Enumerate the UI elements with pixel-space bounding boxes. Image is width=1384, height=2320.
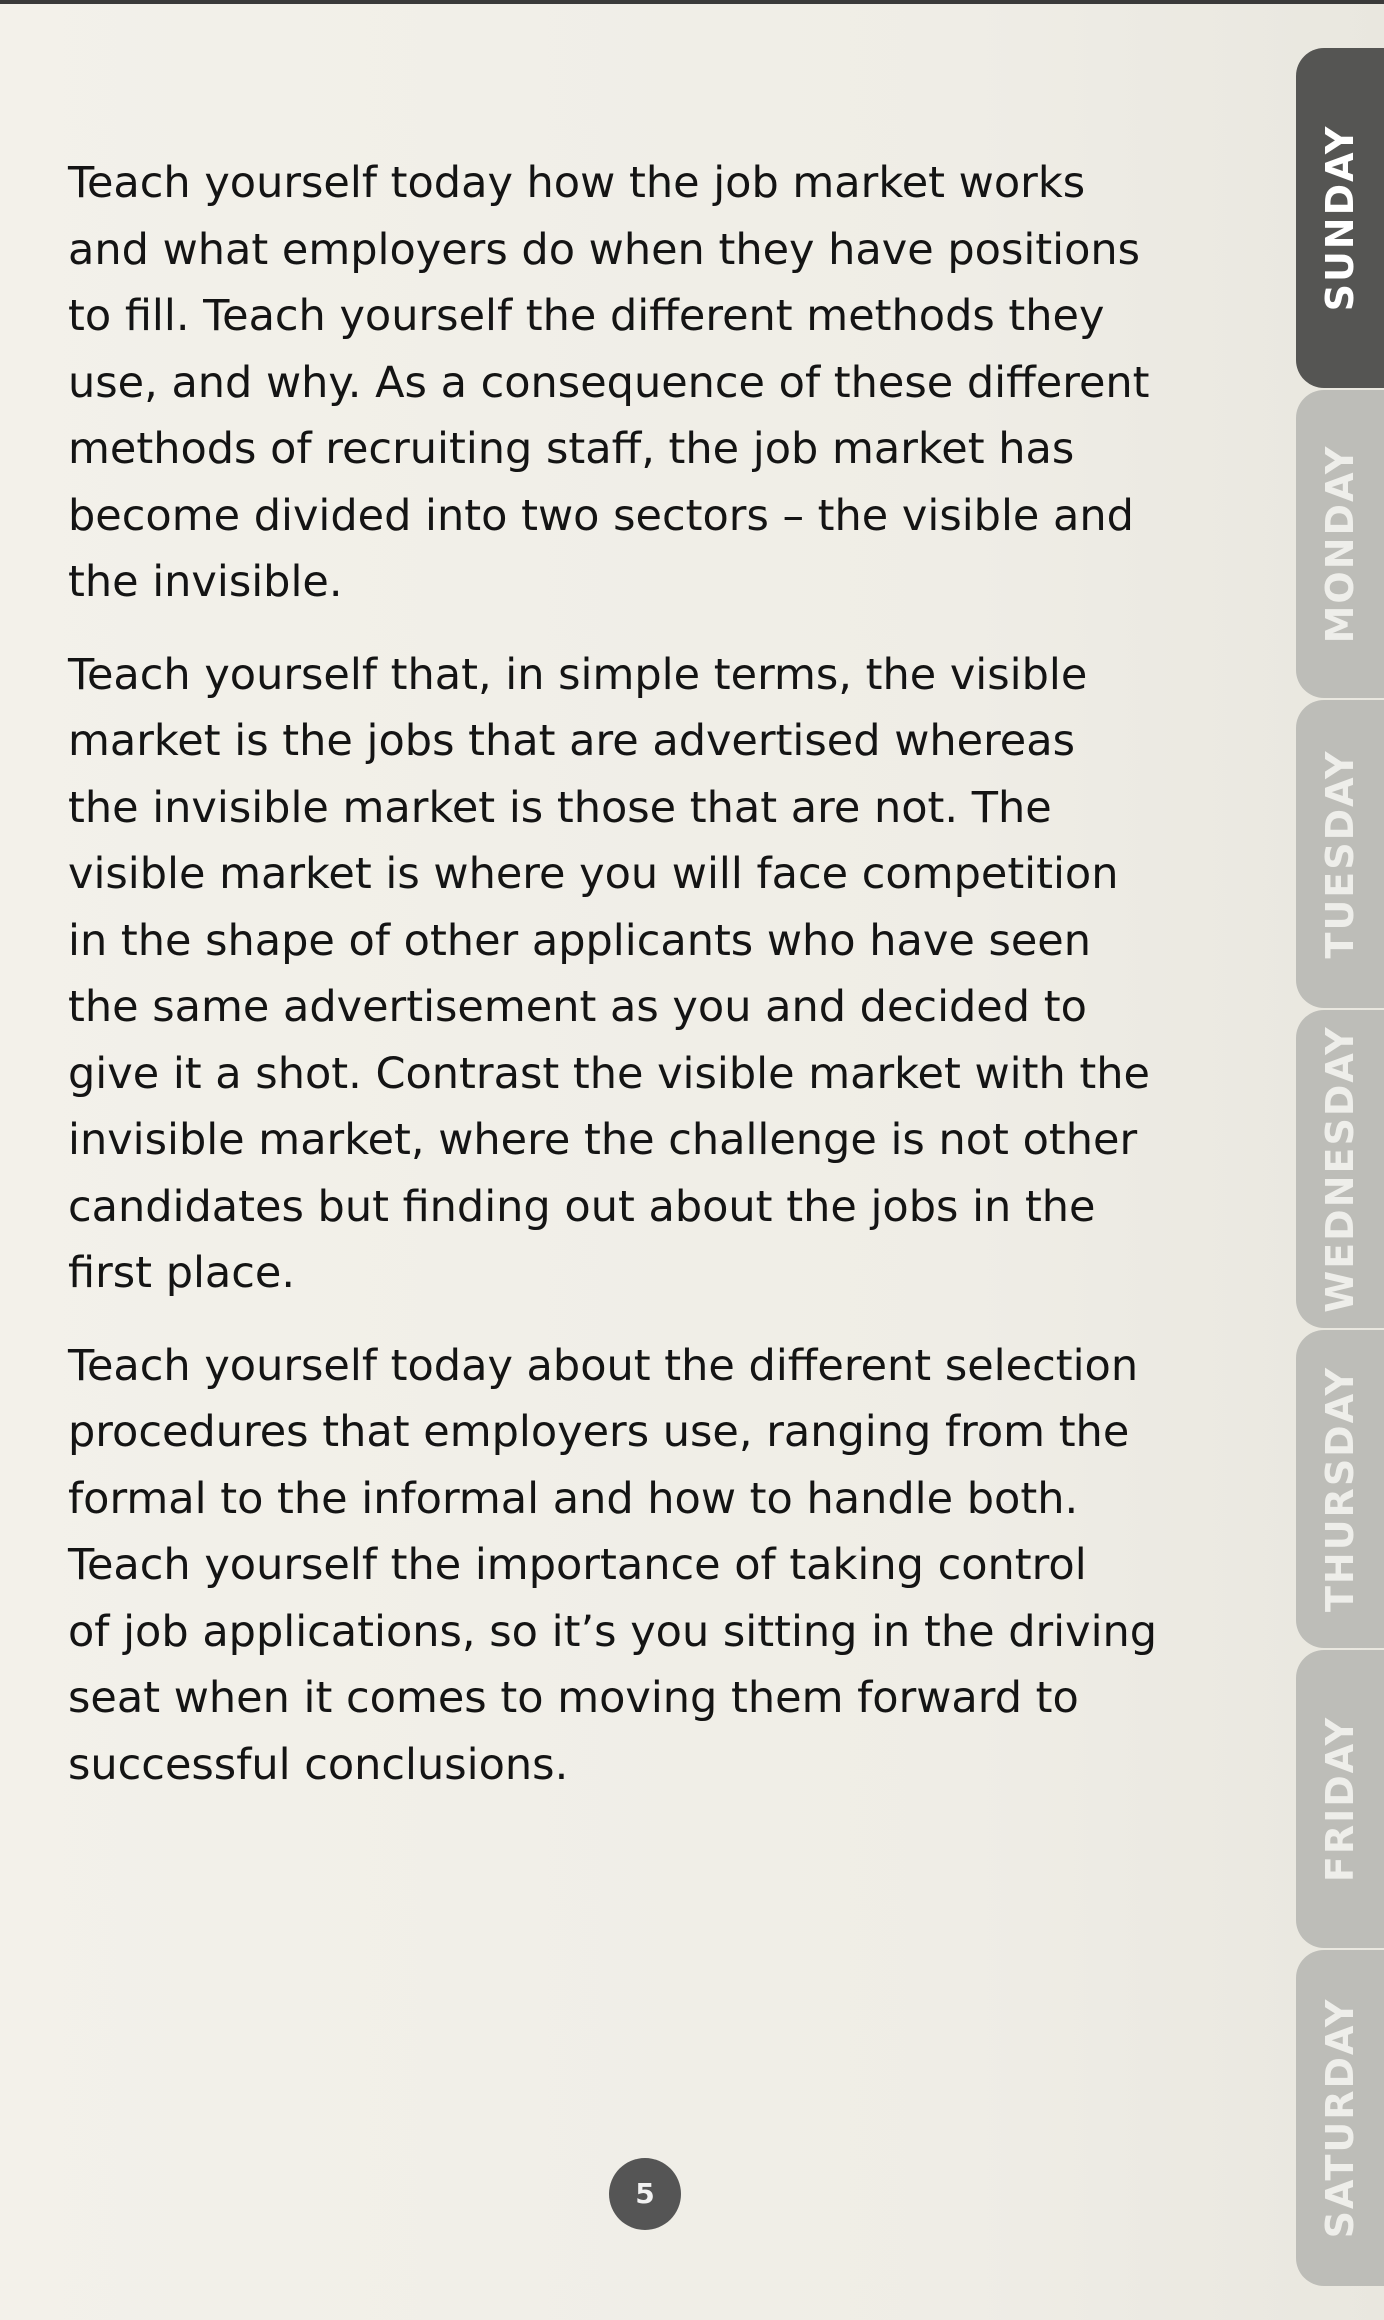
- text-line: to fill. Teach yourself the different methods they: [68, 291, 1105, 341]
- text-line: visible market is where you will face competition: [68, 849, 1119, 899]
- paragraph-3: [68, 1333, 1228, 1799]
- tab-label: SUNDAY: [1318, 124, 1362, 312]
- tab-label: MONDAY: [1318, 444, 1362, 644]
- tab-label: SATURDAY: [1318, 1997, 1362, 2239]
- tab-monday[interactable]: [1296, 390, 1384, 698]
- text-line: Teach yourself today about the different selection: [68, 1340, 1139, 1391]
- paragraph-2: [68, 642, 1228, 1307]
- tab-thursday[interactable]: [1296, 1330, 1384, 1648]
- text-line: methods of recruiting staff, the job market has: [68, 424, 1075, 474]
- tab-label: THURSDAY: [1318, 1365, 1362, 1613]
- text-line: of job applications, so it’s you sitting in the driving: [68, 1606, 1158, 1657]
- text-line: the same advertisement as you and decided to: [68, 982, 1087, 1032]
- text-line: give it a shot. Contrast the visible market with the: [68, 1048, 1150, 1099]
- text-line: Teach yourself that, in simple terms, the visible: [68, 649, 1088, 700]
- tab-friday[interactable]: [1296, 1650, 1384, 1948]
- text-line: candidates but finding out about the jobs in the: [68, 1181, 1096, 1232]
- tab-wednesday[interactable]: [1296, 1010, 1384, 1328]
- text-line: and what employers do when they have positions: [68, 224, 1141, 275]
- text-line: procedures that employers use, ranging from the: [68, 1407, 1130, 1457]
- body-text: [68, 150, 1228, 1824]
- paragraph-1: [68, 150, 1228, 616]
- text-line: market is the jobs that are advertised whereas: [68, 716, 1076, 766]
- tab-saturday[interactable]: [1296, 1950, 1384, 2286]
- text-line: become divided into two sectors – the visible and: [68, 490, 1134, 541]
- text-line: the invisible.: [68, 557, 343, 607]
- text-line: successful conclusions.: [68, 1739, 569, 1790]
- page-top-edge: [0, 0, 1384, 4]
- tab-tuesday[interactable]: [1296, 700, 1384, 1008]
- tab-label: FRIDAY: [1318, 1715, 1362, 1883]
- text-line: use, and why. As a consequence of these different: [68, 357, 1150, 408]
- text-line: first place.: [68, 1248, 296, 1298]
- tab-label: TUESDAY: [1318, 749, 1362, 959]
- tab-sunday[interactable]: [1296, 48, 1384, 388]
- text-line: Teach yourself the importance of taking control: [68, 1540, 1087, 1590]
- tab-label: WEDNESDAY: [1318, 1025, 1362, 1313]
- text-line: in the shape of other applicants who have seen: [68, 915, 1092, 966]
- text-line: invisible market, where the challenge is not other: [68, 1115, 1138, 1165]
- text-line: seat when it comes to moving them forward to: [68, 1673, 1079, 1723]
- text-line: the invisible market is those that are not. The: [68, 782, 1052, 833]
- text-line: Teach yourself today how the job market works: [68, 158, 1086, 208]
- text-line: formal to the informal and how to handle both.: [68, 1473, 1079, 1524]
- day-tabs: [1296, 48, 1384, 2286]
- page-number-badge: 5: [609, 2158, 681, 2230]
